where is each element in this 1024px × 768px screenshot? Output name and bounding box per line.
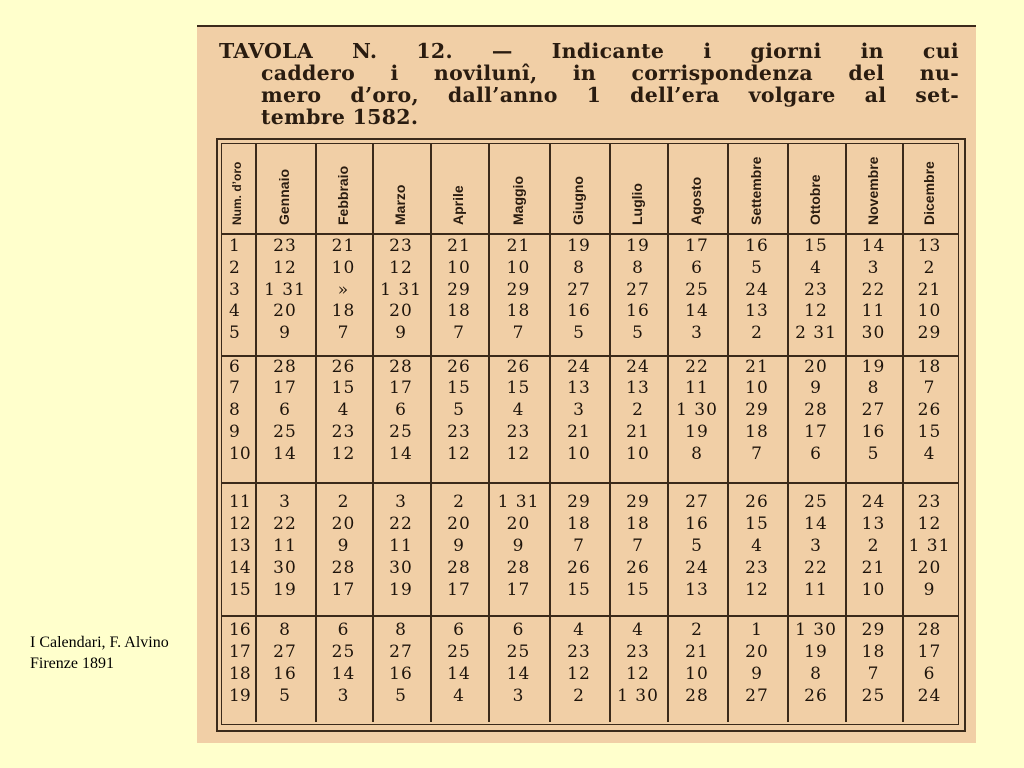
table-cell: 9: [512, 536, 525, 556]
column-header: Gennaio: [276, 168, 292, 225]
table-cell: 18: [567, 514, 591, 534]
golden-number-cell: 1: [229, 236, 240, 256]
table-cell: 9: [279, 323, 291, 343]
table-cell: 10: [861, 580, 886, 600]
table-cell: 27: [745, 686, 769, 706]
table-cell: 14: [685, 301, 709, 321]
table-cell: 17: [917, 642, 942, 662]
table-cell: 3: [395, 492, 407, 512]
table-title: [219, 40, 959, 128]
column-header: Ottobre: [807, 174, 823, 225]
table-cell: 9: [923, 580, 936, 600]
table-cell: 5: [867, 444, 880, 464]
table-cell: 21: [685, 642, 709, 662]
table-cell: 20: [506, 514, 531, 534]
table-cell: 10: [745, 378, 769, 398]
table-cell: 26: [506, 357, 531, 377]
table-cell: 2: [632, 400, 644, 420]
table-cell: 1 30: [617, 686, 659, 706]
table-cell: 25: [685, 280, 709, 300]
table-cell: 25: [273, 422, 297, 442]
table-cell: 15: [331, 378, 356, 398]
golden-number-cell: 3: [229, 280, 240, 300]
table-cell: 11: [273, 536, 297, 556]
table-cell: 22: [273, 514, 297, 534]
column-header: Dicembre: [920, 161, 937, 225]
table-cell: 30: [273, 558, 297, 578]
table-cell: 27: [861, 400, 886, 420]
table-cell: 5: [453, 400, 465, 420]
table-cell: 5: [632, 323, 644, 343]
table-cell: 10: [685, 664, 709, 684]
table-cell: 21: [917, 280, 942, 300]
golden-number-cell: 11: [229, 492, 251, 512]
table-cell: 17: [331, 580, 356, 600]
table-cell: 6: [691, 258, 703, 278]
table-cell: 23: [447, 422, 471, 442]
table-cell: 21: [567, 422, 591, 442]
table-cell: 22: [685, 357, 709, 377]
table-cell: 12: [745, 580, 769, 600]
table-cell: 2: [453, 492, 465, 512]
table-cell: 12: [804, 301, 828, 321]
table-cell: 27: [273, 642, 297, 662]
table-cell: 2: [867, 536, 880, 556]
table-cell: 15: [804, 236, 828, 256]
table-cell: 17: [447, 580, 471, 600]
table-cell: 2: [691, 620, 703, 640]
table-cell: 24: [745, 280, 769, 300]
table-cell: 21: [447, 236, 471, 256]
column-header: Settembre: [748, 156, 764, 225]
golden-number-cell: 18: [229, 664, 251, 684]
table-cell: 16: [389, 664, 413, 684]
table-cell: 9: [395, 323, 407, 343]
table-cell: 4: [632, 620, 644, 640]
table-cell: 17: [685, 236, 709, 256]
table-cell: 17: [273, 378, 297, 398]
table-cell: 10: [447, 258, 471, 278]
table-cell: 2: [923, 258, 936, 278]
table-cell: 9: [337, 536, 350, 556]
table-cell: 9: [751, 664, 763, 684]
table-cell: 6: [923, 664, 936, 684]
table-cell: 19: [685, 422, 709, 442]
table-cell: 18: [331, 301, 356, 321]
table-cell: 29: [447, 280, 471, 300]
table-cell: 7: [337, 323, 350, 343]
golden-number-cell: 13: [229, 536, 251, 556]
table-cell: 23: [804, 280, 828, 300]
golden-number-cell: 9: [229, 422, 240, 442]
table-cell: 14: [506, 664, 531, 684]
table-cell: 14: [804, 514, 828, 534]
table-cell: 14: [861, 236, 886, 256]
table-cell: 13: [861, 514, 886, 534]
table-cell: 13: [685, 580, 709, 600]
table-cell: 14: [447, 664, 471, 684]
table-cell: 12: [567, 664, 591, 684]
column-header: Num. d’oro: [229, 161, 244, 225]
column-header: Marzo: [392, 184, 408, 225]
column-header: Aprile: [450, 185, 466, 225]
table-cell: 21: [861, 558, 886, 578]
table-cell: 3: [279, 492, 291, 512]
golden-number-cell: 12: [229, 514, 251, 534]
table-cell: 25: [447, 642, 471, 662]
table-cell: 19: [389, 580, 413, 600]
table-cell: 19: [567, 236, 591, 256]
table-cell: 15: [567, 580, 591, 600]
table-cell: 6: [395, 400, 407, 420]
table-cell: 7: [632, 536, 644, 556]
table-cell: 6: [279, 400, 291, 420]
table-cell: 8: [867, 378, 880, 398]
table-cell: 2: [573, 686, 585, 706]
table-cell: 18: [861, 642, 886, 662]
table-cell: 10: [567, 444, 591, 464]
table-cell: 21: [506, 236, 531, 256]
table-cell: 23: [567, 642, 591, 662]
table-cell: 28: [331, 558, 356, 578]
table-cell: 15: [626, 580, 650, 600]
column-header: Novembre: [864, 156, 881, 225]
golden-number-cell: 4: [229, 301, 240, 321]
table-cell: 20: [389, 301, 413, 321]
table-cell: 26: [917, 400, 942, 420]
table-cell: 23: [917, 492, 942, 512]
table-cell: 26: [745, 492, 769, 512]
golden-number-cell: 15: [229, 580, 251, 600]
table-cell: 29: [567, 492, 591, 512]
table-cell: 25: [506, 642, 531, 662]
golden-number-cell: 16: [229, 620, 251, 640]
table-cell: 18: [626, 514, 650, 534]
table-cell: 25: [331, 642, 356, 662]
table-cell: 13: [626, 378, 650, 398]
table-cell: 21: [745, 357, 769, 377]
table-cell: 4: [512, 400, 525, 420]
table-cell: 3: [810, 536, 822, 556]
table-cell: 14: [331, 664, 356, 684]
table-cell: 27: [626, 280, 650, 300]
row-group-divider: [221, 482, 958, 484]
table-cell: 17: [804, 422, 828, 442]
row-group-divider: [221, 233, 958, 235]
table-cell: 26: [331, 357, 356, 377]
table-cell: 13: [745, 301, 769, 321]
table-cell: 7: [751, 444, 763, 464]
table-cell: 26: [447, 357, 471, 377]
column-header: Luglio: [629, 183, 645, 225]
table-cell: 16: [567, 301, 591, 321]
table-cell: 19: [861, 357, 886, 377]
table-cell: 4: [573, 620, 585, 640]
table-cell: 26: [567, 558, 591, 578]
table-cell: 17: [506, 580, 531, 600]
table-cell: 4: [751, 536, 763, 556]
table-cell: 16: [745, 236, 769, 256]
table-cell: 6: [512, 620, 525, 640]
table-cell: 22: [804, 558, 828, 578]
golden-number-cell: 14: [229, 558, 251, 578]
title-line-1: TAVOLA N. 12. — Indicante i giorni in cui: [219, 39, 959, 63]
table-cell: 2: [337, 492, 350, 512]
table-cell: 28: [685, 686, 709, 706]
row-group-divider: [221, 615, 958, 617]
table-cell: 2 31: [795, 323, 837, 343]
table-cell: 23: [506, 422, 531, 442]
column-header: Giugno: [570, 176, 586, 225]
table-cell: 23: [626, 642, 650, 662]
table-cell: 10: [917, 301, 942, 321]
table-cell: 10: [331, 258, 356, 278]
table-cell: 22: [389, 514, 413, 534]
table-cell: 27: [389, 642, 413, 662]
table-cell: 20: [804, 357, 828, 377]
table-cell: 7: [453, 323, 465, 343]
table-cell: 3: [573, 400, 585, 420]
table-cell: 12: [447, 444, 471, 464]
table-cell: 24: [861, 492, 886, 512]
table-cell: 11: [804, 580, 828, 600]
table-cell: 23: [331, 422, 356, 442]
table-cell: 1 31: [380, 280, 422, 300]
table-cell: 6: [453, 620, 465, 640]
table-cell: 23: [389, 236, 413, 256]
golden-number-cell: 19: [229, 686, 251, 706]
table-cell: 23: [273, 236, 297, 256]
table-cell: 9: [810, 378, 822, 398]
table-cell: 29: [917, 323, 942, 343]
table-cell: 5: [279, 686, 291, 706]
table-cell: 16: [685, 514, 709, 534]
golden-number-cell: 6: [229, 357, 240, 377]
table-cell: 21: [331, 236, 356, 256]
table-cell: 5: [751, 258, 763, 278]
column-header: Agosto: [688, 176, 704, 225]
table-cell: 28: [389, 357, 413, 377]
table-cell: 30: [861, 323, 886, 343]
title-line-2: caddero i novilunî, in corrispondenza del nu-: [261, 61, 959, 85]
top-border-line: [197, 25, 976, 27]
golden-number-cell: 7: [229, 378, 240, 398]
table-cell: 5: [395, 686, 407, 706]
table-cell: 27: [567, 280, 591, 300]
table-cell: 17: [389, 378, 413, 398]
table-cell: 8: [632, 258, 644, 278]
table-cell: 19: [273, 580, 297, 600]
table-cell: 12: [506, 444, 531, 464]
table-cell: 29: [861, 620, 886, 640]
table-cell: 12: [273, 258, 297, 278]
table-cell: 15: [447, 378, 471, 398]
table-cell: 29: [506, 280, 531, 300]
table-cell: 23: [745, 558, 769, 578]
table-cell: 4: [923, 444, 936, 464]
table-cell: 24: [917, 686, 942, 706]
table-cell: 24: [685, 558, 709, 578]
table-cell: 13: [917, 236, 942, 256]
table-cell: 3: [867, 258, 880, 278]
table-cell: 11: [389, 536, 413, 556]
table-cell: 16: [626, 301, 650, 321]
table-cell: 4: [453, 686, 465, 706]
table-cell: 28: [917, 620, 942, 640]
table-cell: 12: [626, 664, 650, 684]
table-cell: 7: [573, 536, 585, 556]
table-cell: 25: [861, 686, 886, 706]
table-cell: 5: [691, 536, 703, 556]
table-cell: »: [337, 280, 350, 300]
table-cell: 1: [751, 620, 763, 640]
table-cell: 11: [685, 378, 709, 398]
table-cell: 20: [447, 514, 471, 534]
table-cell: 1 31: [908, 536, 951, 556]
table-cell: 12: [331, 444, 356, 464]
table-cell: 20: [917, 558, 942, 578]
table-cell: 21: [626, 422, 650, 442]
table-cell: 7: [867, 664, 880, 684]
table-cell: 28: [506, 558, 531, 578]
golden-number-cell: 10: [229, 444, 251, 464]
table-cell: 20: [331, 514, 356, 534]
table-cell: 18: [506, 301, 531, 321]
title-line-3: mero d’oro, dall’anno 1 dell’era volgare al set-: [261, 83, 959, 107]
table-cell: 8: [279, 620, 291, 640]
golden-number-cell: 5: [229, 323, 240, 343]
table-cell: 3: [691, 323, 703, 343]
table-cell: 16: [861, 422, 886, 442]
table-cell: 1 30: [795, 620, 837, 640]
table-cell: 1 31: [497, 492, 540, 512]
table-cell: 29: [626, 492, 650, 512]
table-cell: 25: [804, 492, 828, 512]
table-cell: 7: [923, 378, 936, 398]
table-cell: 11: [861, 301, 886, 321]
table-cell: 15: [506, 378, 531, 398]
table-cell: 3: [337, 686, 350, 706]
table-cell: 18: [745, 422, 769, 442]
table-cell: 24: [626, 357, 650, 377]
table-cell: 28: [273, 357, 297, 377]
table-cell: 19: [626, 236, 650, 256]
table-cell: 18: [447, 301, 471, 321]
table-cell: 12: [917, 514, 942, 534]
table-cell: 2: [751, 323, 763, 343]
table-cell: 20: [273, 301, 297, 321]
table-cell: 14: [273, 444, 297, 464]
column-header: Maggio: [509, 176, 526, 225]
table-cell: 28: [804, 400, 828, 420]
table-cell: 1 30: [676, 400, 718, 420]
image-caption: I Calendari, F. Alvino Firenze 1891: [30, 634, 169, 672]
table-cell: 26: [804, 686, 828, 706]
table-cell: 8: [573, 258, 585, 278]
table-cell: 3: [512, 686, 525, 706]
column-header: Febbraio: [334, 165, 351, 225]
table-cell: 12: [389, 258, 413, 278]
table-cell: 16: [273, 664, 297, 684]
table-cell: 20: [745, 642, 769, 662]
table-cell: 29: [745, 400, 769, 420]
table-cell: 10: [506, 258, 531, 278]
table-cell: 13: [567, 378, 591, 398]
table-cell: 9: [453, 536, 465, 556]
table-cell: 24: [567, 357, 591, 377]
table-cell: 4: [337, 400, 350, 420]
title-line-4: tembre 1582.: [261, 105, 419, 129]
table-cell: 19: [804, 642, 828, 662]
golden-number-cell: 2: [229, 258, 240, 278]
scanned-table-image: [197, 25, 976, 743]
table-cell: 18: [917, 357, 942, 377]
golden-number-cell: 17: [229, 642, 251, 662]
table-cell: 14: [389, 444, 413, 464]
table-cell: 6: [810, 444, 822, 464]
table-cell: 10: [626, 444, 650, 464]
table-cell: 15: [745, 514, 769, 534]
table-cell: 8: [395, 620, 407, 640]
table-cell: 27: [685, 492, 709, 512]
table-cell: 8: [691, 444, 703, 464]
table-cell: 4: [810, 258, 822, 278]
table-cell: 22: [861, 280, 886, 300]
table-cell: 15: [917, 422, 942, 442]
table-cell: 25: [389, 422, 413, 442]
table-cell: 30: [389, 558, 413, 578]
table-cell: 8: [810, 664, 822, 684]
table-cell: 28: [447, 558, 471, 578]
table-cell: 5: [573, 323, 585, 343]
golden-number-cell: 8: [229, 400, 240, 420]
table-cell: 6: [337, 620, 350, 640]
table-cell: 26: [626, 558, 650, 578]
table-cell: 1 31: [264, 280, 306, 300]
table-cell: 7: [512, 323, 525, 343]
